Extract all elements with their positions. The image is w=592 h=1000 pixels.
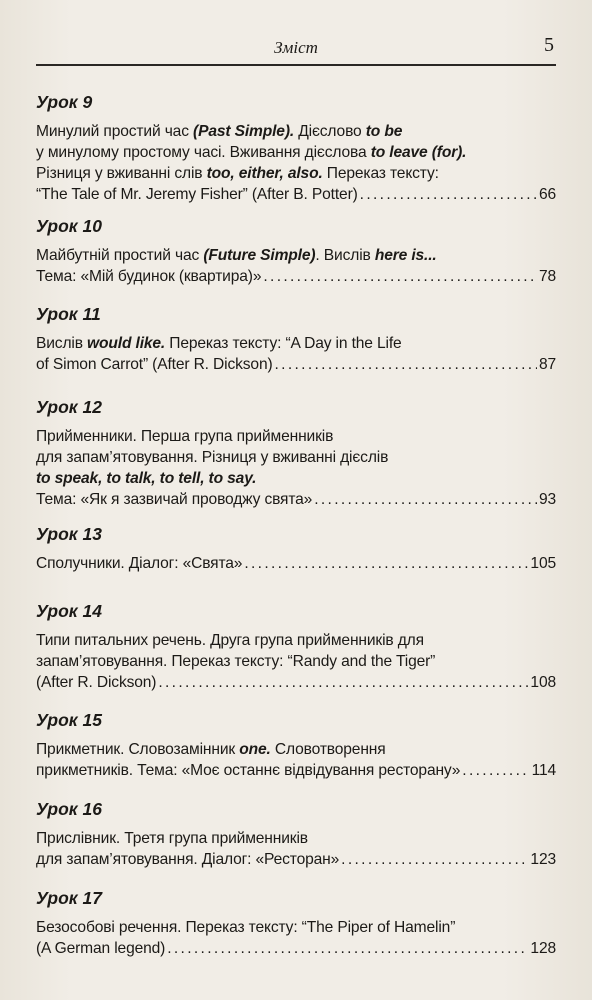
page-number: 5 [544,34,554,56]
page-ref: 128 [530,940,556,957]
entry-text: Словотворення [270,741,386,758]
toc-lesson [36,888,556,959]
emphasized-term: to leave (for). [370,144,467,161]
entry-line [36,333,556,354]
page-ref: 114 [531,762,556,779]
entry-text: “The Tale of Mr. Jeremy Fisher” (After B. Potter) [36,186,358,203]
lesson-title: Урок 14 [36,601,102,621]
emphasized-term: too, either, also. [206,165,323,182]
page-ref: 105 [530,555,556,572]
entry-line [36,447,556,468]
emphasized-term: one. [239,741,271,758]
toc-entry[interactable] [36,121,556,205]
entry-line [36,245,556,266]
entry-text: Сполучники. Діалог: «Свята» [36,555,243,572]
entry-text: (After R. Dickson) [36,674,157,691]
entry-line [36,354,556,375]
dot-leader [462,760,529,781]
toc-entry[interactable] [36,553,556,574]
toc-lesson [36,304,556,375]
toc-entry[interactable] [36,333,556,375]
running-title: Зміст [274,38,318,57]
entry-line [36,917,556,938]
entry-line [36,938,556,959]
dot-leader [244,553,528,574]
entry-text: . Вислів [315,247,375,264]
dot-leader [341,849,528,870]
toc-lesson [36,601,556,693]
entry-line [36,142,556,163]
entry-line [36,672,556,693]
entry-text: Переказ тексту: [322,165,439,182]
lesson-title: Урок 13 [36,524,102,544]
emphasized-term: would like. [87,335,166,352]
entry-line [36,739,556,760]
entry-line [36,468,556,489]
toc-entry[interactable] [36,739,556,781]
toc-entry[interactable] [36,630,556,693]
page-ref: 87 [538,356,556,373]
entry-text: (A German legend) [36,940,166,957]
emphasized-term: (Future Simple) [203,247,316,264]
entry-line [36,630,556,651]
emphasized-term: to speak, to talk, to tell, to say. [36,470,257,487]
emphasized-term: to be [365,123,403,140]
lesson-title: Урок 16 [36,799,102,819]
emphasized-term: here is... [374,247,437,264]
dot-leader [314,489,537,510]
toc-lesson [36,710,556,781]
page-ref: 123 [530,851,556,868]
lesson-title: Урок 9 [36,92,93,112]
entry-text: Прийменники. Перша група прийменників [36,428,334,445]
dot-leader [275,354,537,375]
toc-lesson [36,524,556,574]
toc-entry[interactable] [36,828,556,870]
toc-lesson [36,216,556,287]
entry-line [36,849,556,870]
dot-leader [263,266,537,287]
lesson-title: Урок 17 [36,888,102,908]
entry-line [36,426,556,447]
entry-text: of Simon Carrot” (After R. Dickson) [36,356,273,373]
toc-entry[interactable] [36,426,556,510]
entry-text: Безособові речення. Переказ тексту: “The Piper of Hamelin” [36,919,456,936]
entry-text: для запам’ятовування. Різниця у вживанні дієслів [36,449,389,466]
entry-text: Прикметник. Словозамінник [36,741,240,758]
entry-text: Минулий простий час [36,123,194,140]
entry-text: Майбутній простий час [36,247,204,264]
entry-text: Вислів [36,335,88,352]
entry-text: Тема: «Як я зазвичай проводжу свята» [36,491,313,508]
entry-text: запам’ятовування. Переказ тексту: “Randy and the Tiger” [36,653,436,670]
entry-line [36,163,556,184]
emphasized-term: (Past Simple). [193,123,295,140]
entry-text: прикметників. Тема: «Моє останнє відвідування ресторану» [36,762,461,779]
page-header [36,0,556,66]
toc-entry[interactable] [36,245,556,287]
dot-leader [360,184,537,205]
toc-entry[interactable] [36,917,556,959]
entry-text: у минулому простому часі. Вживання дієслова [36,144,371,161]
entry-line [36,184,556,205]
toc-lesson [36,397,556,510]
page-ref: 78 [538,268,556,285]
entry-line [36,828,556,849]
entry-line [36,266,556,287]
page-ref: 93 [538,491,556,508]
lesson-title: Урок 10 [36,216,102,236]
entry-line [36,760,556,781]
entry-line [36,553,556,574]
dot-leader [158,672,528,693]
entry-text: Прислівник. Третя група прийменників [36,830,308,847]
page-ref: 66 [538,186,556,203]
toc-lesson [36,92,556,205]
lesson-title: Урок 11 [36,304,101,324]
dot-leader [167,938,528,959]
page-ref: 108 [530,674,556,691]
entry-text: для запам’ятовування. Діалог: «Ресторан» [36,851,340,868]
entry-text: Різниця у вживанні слів [36,165,207,182]
entry-line [36,121,556,142]
entry-line [36,489,556,510]
entry-text: Дієслово [294,123,366,140]
lesson-title: Урок 12 [36,397,102,417]
entry-text: Типи питальних речень. Друга група прийменників для [36,632,424,649]
toc-lesson [36,799,556,870]
entry-line [36,651,556,672]
lesson-title: Урок 15 [36,710,102,730]
entry-text: Переказ тексту: “A Day in the Life [165,335,402,352]
entry-text: Тема: «Мій будинок (квартира)» [36,268,262,285]
